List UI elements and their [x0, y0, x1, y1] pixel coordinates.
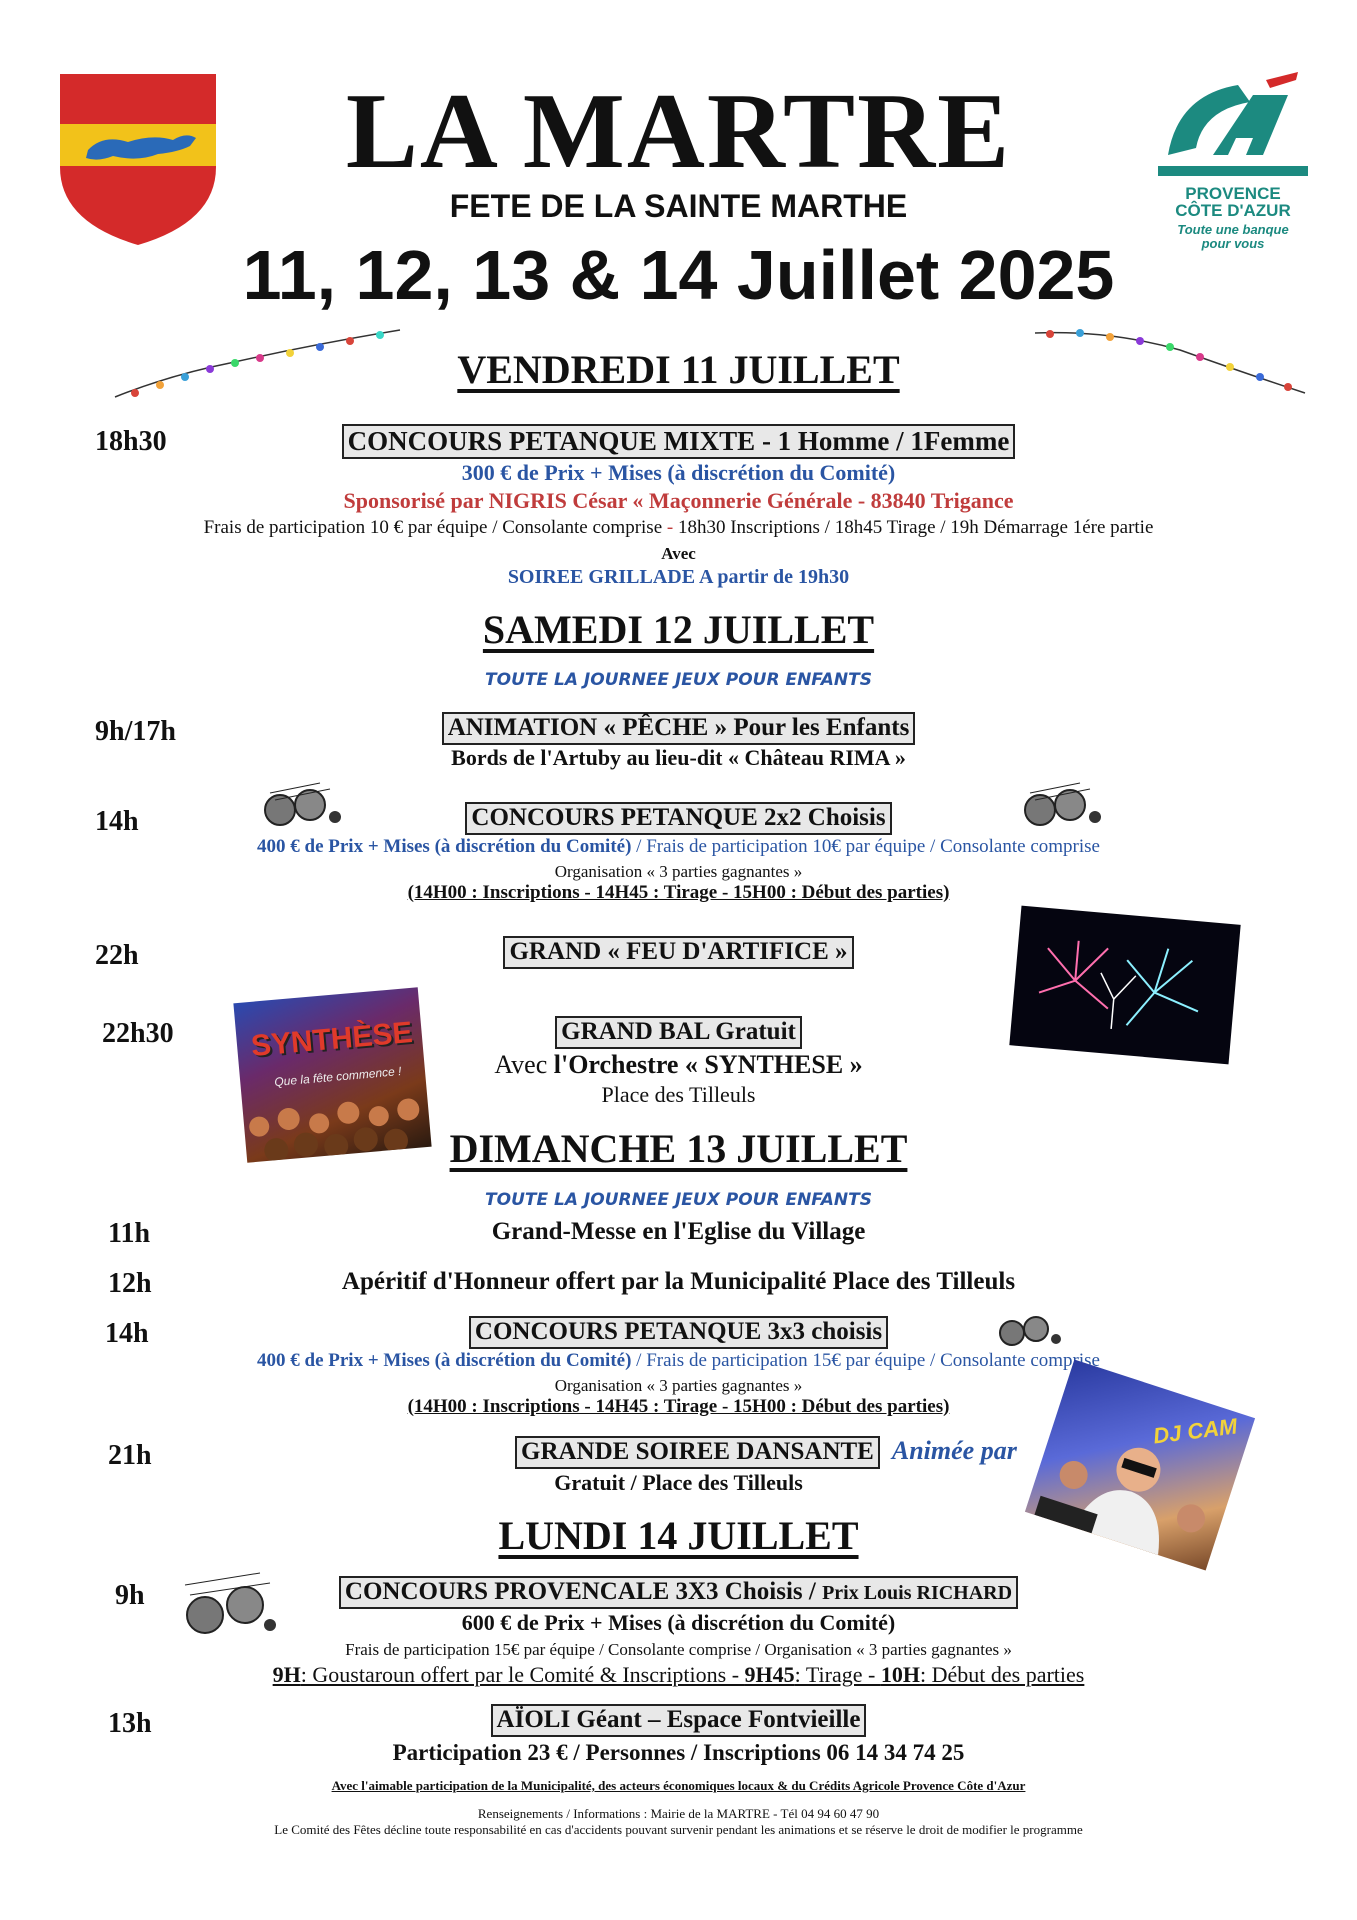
time-saturday-3: 22h [95, 940, 139, 971]
schedule-time-9h45: 9H45 [744, 1662, 795, 1687]
event-monday-aioli [0, 1704, 1357, 1737]
schedule-text: : Goustaroun offert par le Comité & Inscriptions - [300, 1662, 745, 1687]
event-org: Organisation « 3 parties gagnantes » [554, 862, 803, 881]
time-sunday-1: 11h [108, 1218, 151, 1249]
event-place: Place des Tilleuls [601, 1082, 756, 1107]
event-saturday-bal [0, 1016, 1357, 1049]
synthese-tagline: Que la fête commence ! [273, 1064, 402, 1090]
day-heading-saturday: SAMEDI 12 JUILLET [482, 607, 875, 652]
event-sponsor: Sponsorisé par NIGRIS César « Maçonnerie Générale - 83840 Trigance [343, 488, 1014, 513]
event-monday-provencale [0, 1576, 1357, 1609]
orchestra-avec: Avec [494, 1050, 548, 1079]
event-schedule [0, 1662, 1357, 1688]
footer-info: Renseignements / Informations : Mairie de la MARTRE - Tél 04 94 60 47 90 [477, 1806, 880, 1821]
sponsor-tagline2: pour vous [1201, 236, 1265, 252]
event-registration: Participation 23 € / Personnes / Inscriptions 06 14 34 74 25 [392, 1740, 965, 1765]
kids-games-banner: TOUTE LA JOURNEE JEUX POUR ENFANTS [485, 1190, 872, 1210]
event-title: CONCOURS PETANQUE MIXTE - 1 Homme / 1Femme [342, 424, 1016, 459]
dj-logo-text: DJ CAM [1151, 1413, 1239, 1449]
time-sunday-3: 14h [105, 1318, 149, 1349]
fees-schedule: 18h30 Inscriptions / 18h45 Tirage / 19h Démarrage 1ére partie [677, 517, 1154, 538]
event-title: CONCOURS PETANQUE 3x3 choisis [469, 1316, 888, 1349]
petanque-balls-icon [990, 1305, 1070, 1355]
page-title: LA MARTRE [345, 72, 1012, 191]
schedule-time-9h: 9H [272, 1662, 301, 1687]
event-title [339, 1576, 1018, 1609]
event-schedule: (14H00 : Inscriptions - 14H45 : Tirage - 15H00 : Début des parties) [407, 1396, 950, 1417]
event-prize: 300 € de Prix + Mises (à discrétion du Comité) [461, 460, 896, 485]
time-saturday-4: 22h30 [102, 1018, 174, 1049]
event-fees: / Frais de participation 10€ par équipe / Consolante comprise [636, 836, 1100, 857]
event-title: AÏOLI Géant – Espace Fontvieille [491, 1704, 867, 1737]
event-fees [0, 517, 1357, 539]
orchestra-name: l'Orchestre « SYNTHESE » [553, 1050, 863, 1079]
page-subtitle: FETE DE LA SAINTE MARTHE [449, 188, 908, 224]
event-sunday-petanque [0, 1316, 1357, 1349]
event-prize: 400 € de Prix + Mises (à discrétion du Comité) [257, 1350, 632, 1371]
fees-text: Frais de participation 10 € par équipe / Consolante comprise [203, 517, 663, 538]
day-heading-monday: LUNDI 14 JUILLET [498, 1513, 859, 1558]
event-grill: SOIREE GRILLADE A partir de 19h30 [507, 566, 850, 588]
time-saturday-2: 14h [95, 806, 139, 837]
event-saturday-peche [0, 712, 1357, 745]
time-friday-1: 18h30 [95, 426, 167, 457]
sponsor-tagline1: Toute une banque [1177, 222, 1289, 237]
footer-disclaimer: Le Comité des Fêtes décline toute responsabilité en cas d'accidents pouvant survenir pendant les animations et se réserve le droit de modifier le programme [274, 1822, 1083, 1837]
event-prize-line [0, 1350, 1357, 1372]
event-fees: / Frais de participation 15€ par équipe / Consolante comprise [636, 1350, 1100, 1371]
event-prize: 600 € de Prix + Mises (à discrétion du Comité) [461, 1610, 896, 1635]
event-dates: 11, 12, 13 & 14 Juillet 2025 [242, 236, 1115, 314]
event-org: Organisation « 3 parties gagnantes » [554, 1376, 803, 1395]
event-sunday-dance [515, 1436, 1017, 1469]
event-title-main: CONCOURS PROVENCALE 3X3 Choisis / [344, 1578, 816, 1605]
event-title: ANIMATION « PÊCHE » Pour les Enfants [442, 712, 916, 745]
sponsor-name-line1: PROVENCE [1185, 184, 1281, 203]
event-prize-line [0, 836, 1357, 858]
sponsor-name-line2: CÔTE D'AZUR [1175, 201, 1291, 220]
event-title: GRAND BAL Gratuit [555, 1016, 802, 1049]
time-saturday-1: 9h/17h [95, 716, 176, 747]
schedule-time-10h: 10H [880, 1662, 920, 1687]
time-sunday-4: 21h [108, 1440, 152, 1471]
event-orchestra [0, 1050, 1357, 1080]
event-fees: Frais de participation 15€ par équipe / Consolante comprise / Organisation « 3 parties gagnantes » [345, 1640, 1012, 1659]
synthese-logo-text: SYNTHÈSE [249, 1015, 414, 1063]
day-heading-friday: VENDREDI 11 JUILLET [457, 347, 900, 392]
schedule-text: : Début des parties [919, 1662, 1085, 1687]
event-mass: Grand-Messe en l'Eglise du Village [491, 1218, 866, 1245]
fees-dash: - [666, 517, 674, 538]
event-place: Bords de l'Artuby au lieu-dit « Château RIMA » [451, 745, 906, 770]
event-prize: 400 € de Prix + Mises (à discrétion du Comité) [257, 836, 632, 857]
event-friday-petanque [0, 424, 1357, 459]
schedule-text: : Tirage - [794, 1662, 881, 1687]
event-avec: Avec [661, 544, 696, 563]
event-title: GRAND « FEU D'ARTIFICE » [503, 936, 853, 969]
event-title: CONCOURS PETANQUE 2x2 Choisis [465, 802, 891, 835]
day-heading-sunday: DIMANCHE 13 JUILLET [449, 1126, 908, 1171]
event-aperitif: Apéritif d'Honneur offert par la Municipalité Place des Tilleuls [341, 1268, 1016, 1295]
event-title-prize: Prix Louis RICHARD [822, 1582, 1013, 1604]
event-saturday-petanque [0, 802, 1357, 835]
event-schedule: (14H00 : Inscriptions - 14H45 : Tirage - 15H00 : Début des parties) [407, 882, 950, 903]
time-monday-2: 13h [108, 1708, 152, 1739]
event-title: GRANDE SOIREE DANSANTE [515, 1436, 880, 1469]
time-sunday-2: 12h [108, 1268, 152, 1299]
footer-thanks: Avec l'aimable participation de la Municipalité, des acteurs économiques locaux & du Crédits Agricole Provence Côte d'Azur [331, 1778, 1026, 1793]
event-animee: Animée par [891, 1436, 1017, 1465]
event-place: Gratuit / Place des Tilleuls [554, 1470, 803, 1495]
kids-games-banner: TOUTE LA JOURNEE JEUX POUR ENFANTS [485, 670, 872, 690]
time-monday-1: 9h [115, 1580, 145, 1611]
